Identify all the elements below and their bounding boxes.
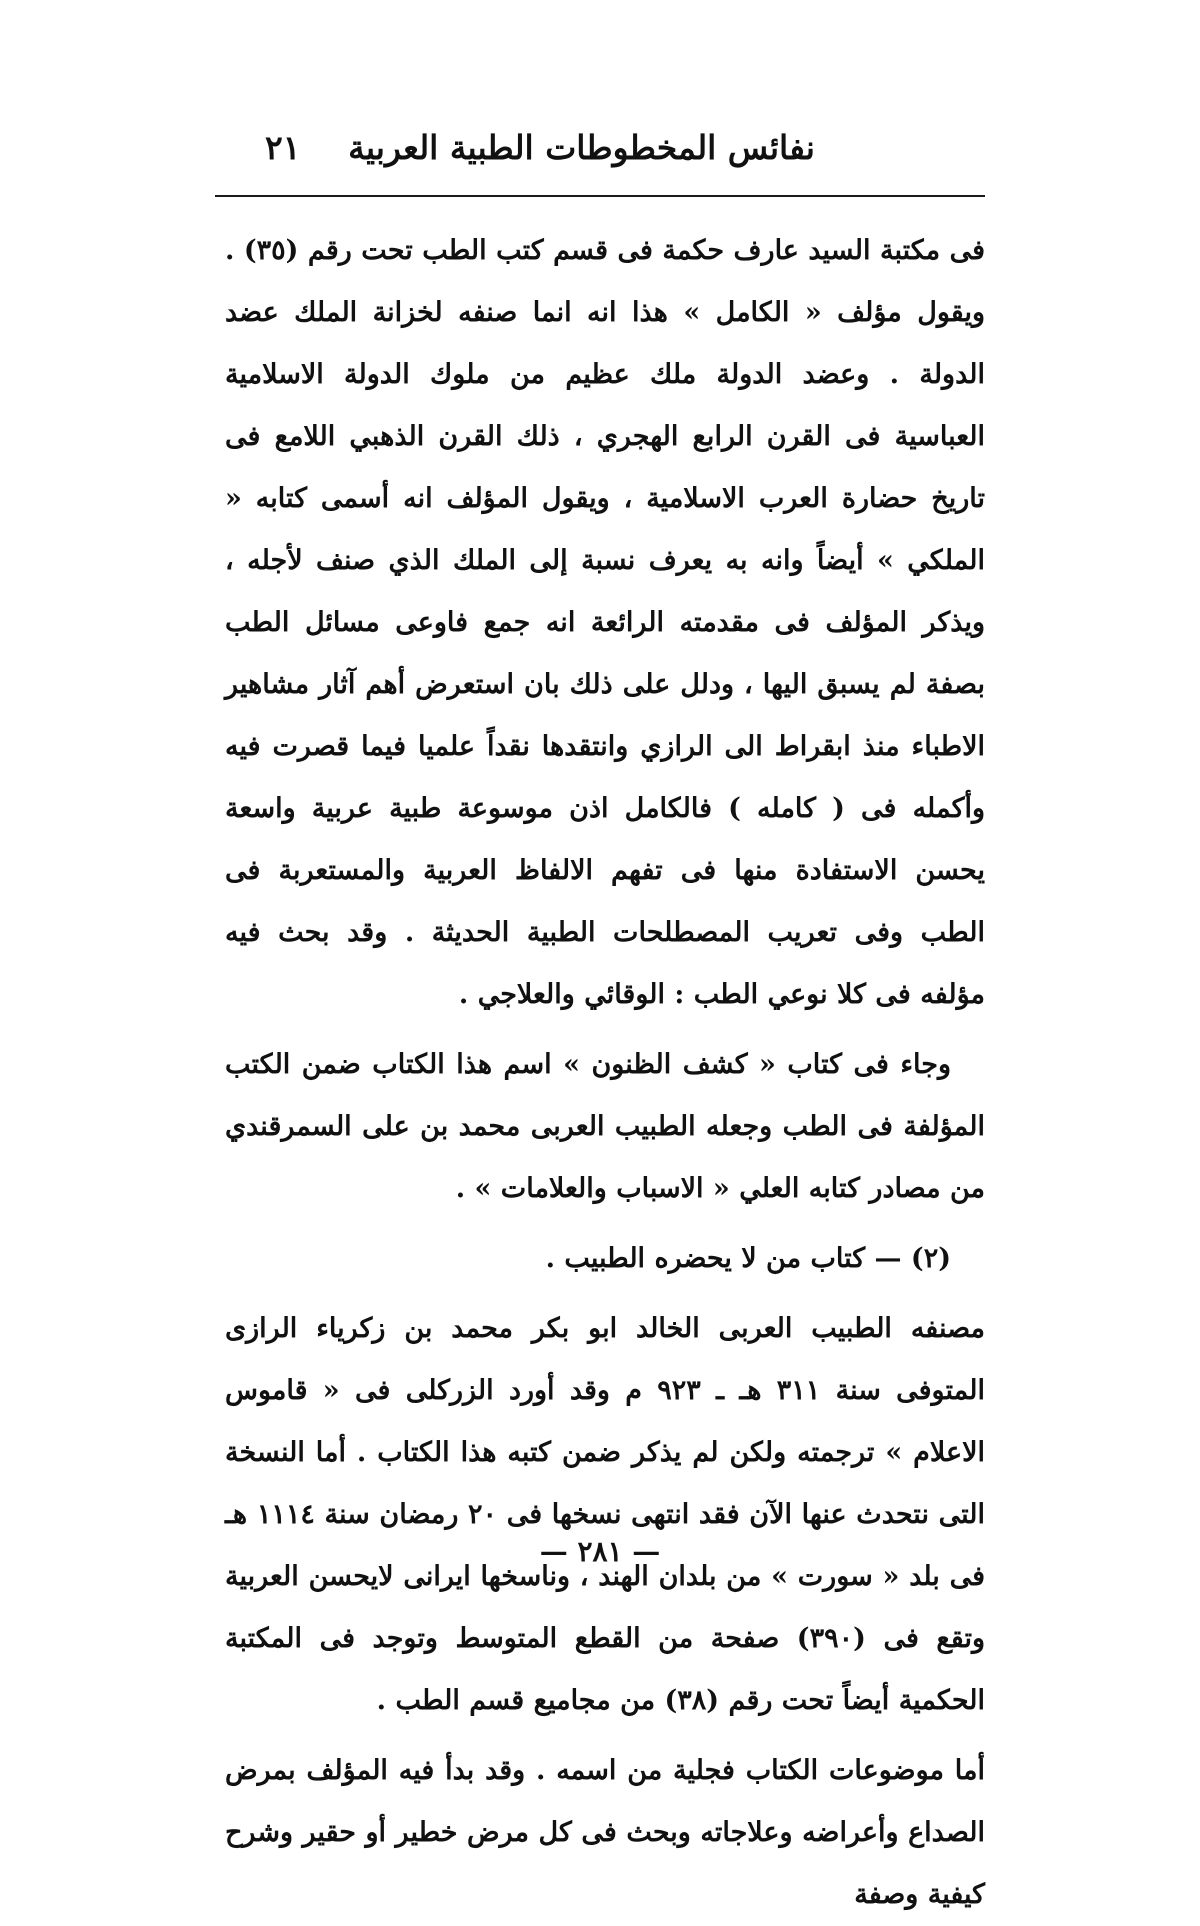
body-text	[225, 220, 985, 1926]
footer-page-number: — ٢٨١ —	[539, 1535, 661, 1568]
paragraph-2: وجاء فى كتاب « كشف الظنون » اسم هذا الكتاب ضمن الكتب المؤلفة فى الطب وجعله الطبيب العربى محمد بن على السمرقندي من مصادر كتابه العلي « الاسباب والعلامات » .	[225, 1049, 985, 1204]
section-heading: (٢) — كتاب من لا يحضره الطبيب .	[545, 1243, 951, 1274]
paragraph-4: أما موضوعات الكتاب فجلية من اسمه . وقد بدأ فيه المؤلف بمرض الصداع وأعراضه وعلاجاته وبحث فى كل مرض خطير أو حقير وشرح كيفية وصفة	[225, 1755, 985, 1910]
running-title: نفائس المخطوطات الطبية العربية	[348, 128, 815, 167]
paragraph-3: مصنفه الطبيب العربى الخالد ابو بكر محمد بن زكرياء الرازى المتوفى سنة ٣١١ هـ ـ ٩٢٣ م وقد أورد الزركلى فى « قاموس الاعلام » ترجمته ولكن لم يذكر ضمن كتبه هذا الكتاب . أما النسخة التى نتحدث عنها الآن فقد انتهى نسخها فى ٢٠ رمضان سنة ١١١٤ هـ فى بلد « سورت » من بلدان الهند ، وناسخها ايرانى لايحسن العربية وتقع فى (٣٩٠) صفحة من القطع المتوسط وتوجد فى المكتبة الحكمية أيضاً تحت رقم (٣٨) من مجاميع قسم الطب .	[225, 1313, 985, 1716]
paragraph-1: فى مكتبة السيد عارف حكمة فى قسم كتب الطب تحت رقم (٣٥) . ويقول مؤلف « الكامل » هذا انه انما صنفه لخزانة الملك عضد الدولة . وعضد الدولة ملك عظيم من ملوك الدولة الاسلامية العباسية فى القرن الرابع الهجري ، ذلك القرن الذهبي اللامع فى تاريخ حضارة العرب الاسلامية ، ويقول المؤلف انه أسمى كتابه « الملكي » أيضاً وانه به يعرف نسبة إلى الملك الذي صنف لأجله ، ويذكر المؤلف فى مقدمته الرائعة انه جمع فاوعى مسائل الطب بصفة لم يسبق اليها ، ودلل على ذلك بان استعرض أهم آثار مشاهير الاطباء منذ ابقراط الى الرازي وانتقدها نقداً علميا فيما قصرت فيه وأكمله فى ( كامله ) فالكامل اذن موسوعة طبية عربية واسعة يحسن الاستفادة منها فى تفهم الالفاظ العربية والمستعربة فى الطب وفى تعريب المصطلحات الطبية الحديثة . وقد بحث فيه مؤلفه فى كلا نوعي الطب : الوقائي والعلاجي .	[225, 235, 986, 1010]
header-divider	[215, 195, 985, 197]
running-header	[215, 128, 985, 178]
header-page-number: ٢١	[265, 128, 301, 167]
